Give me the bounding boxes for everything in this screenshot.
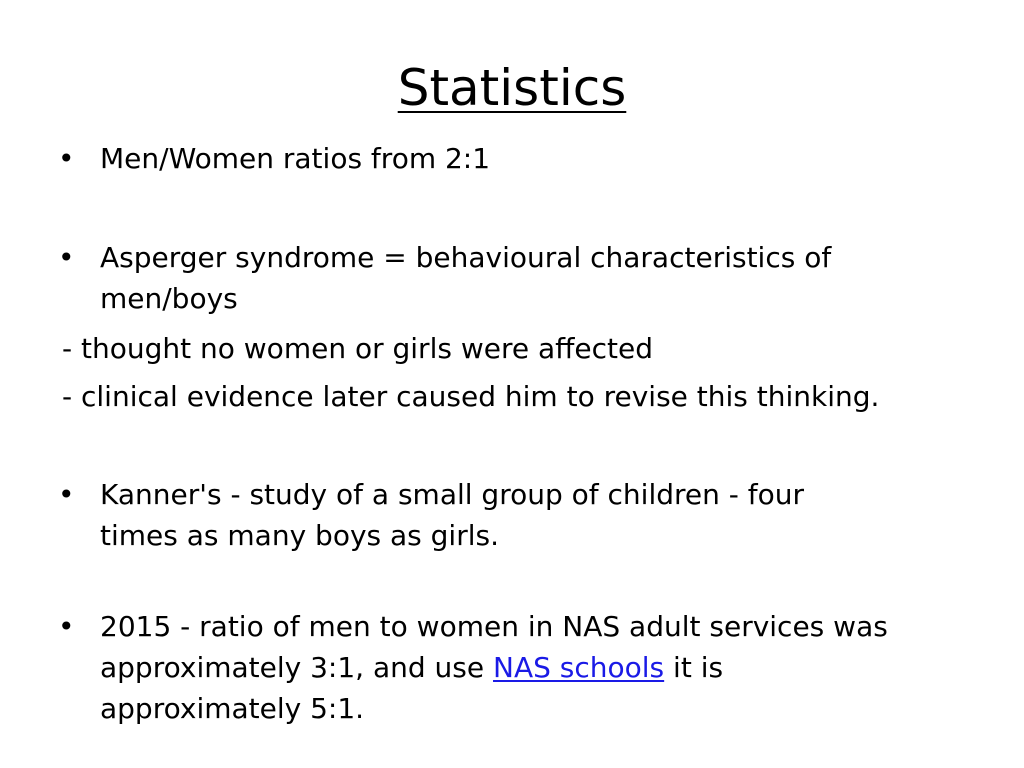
bullet-icon: •: [58, 478, 75, 511]
page-title: Statistics: [397, 59, 627, 117]
sub-point-2: - clinical evidence later caused him to revise this thinking.: [62, 380, 880, 413]
bullet-1-text: Men/Women ratios from 2:1: [100, 142, 491, 175]
sub-point-1: - thought no women or girls were affected: [62, 332, 654, 365]
bullet-2-text-line-1: Asperger syndrome = behavioural characteristics of: [100, 241, 832, 274]
bullet-4-text-line-2: [100, 651, 723, 685]
bullet-icon: •: [58, 142, 75, 175]
bullet-3-text-line-1: Kanner's - study of a small group of children - four: [100, 478, 805, 511]
nas-schools-link[interactable]: NAS schools: [493, 651, 665, 684]
bullet-icon: •: [58, 610, 75, 643]
bullet-4-text-line-1: 2015 - ratio of men to women in NAS adult services was: [100, 610, 888, 643]
bullet-4-text-pre: approximately 3:1, and use: [100, 651, 494, 684]
bullet-2-text-line-2: men/boys: [100, 282, 238, 315]
bullet-4-text-line-3: approximately 5:1.: [100, 692, 365, 725]
bullet-4-text-post: it is: [664, 651, 724, 684]
bullet-3-text-line-2: times as many boys as girls.: [100, 519, 499, 552]
bullet-icon: •: [58, 241, 75, 274]
